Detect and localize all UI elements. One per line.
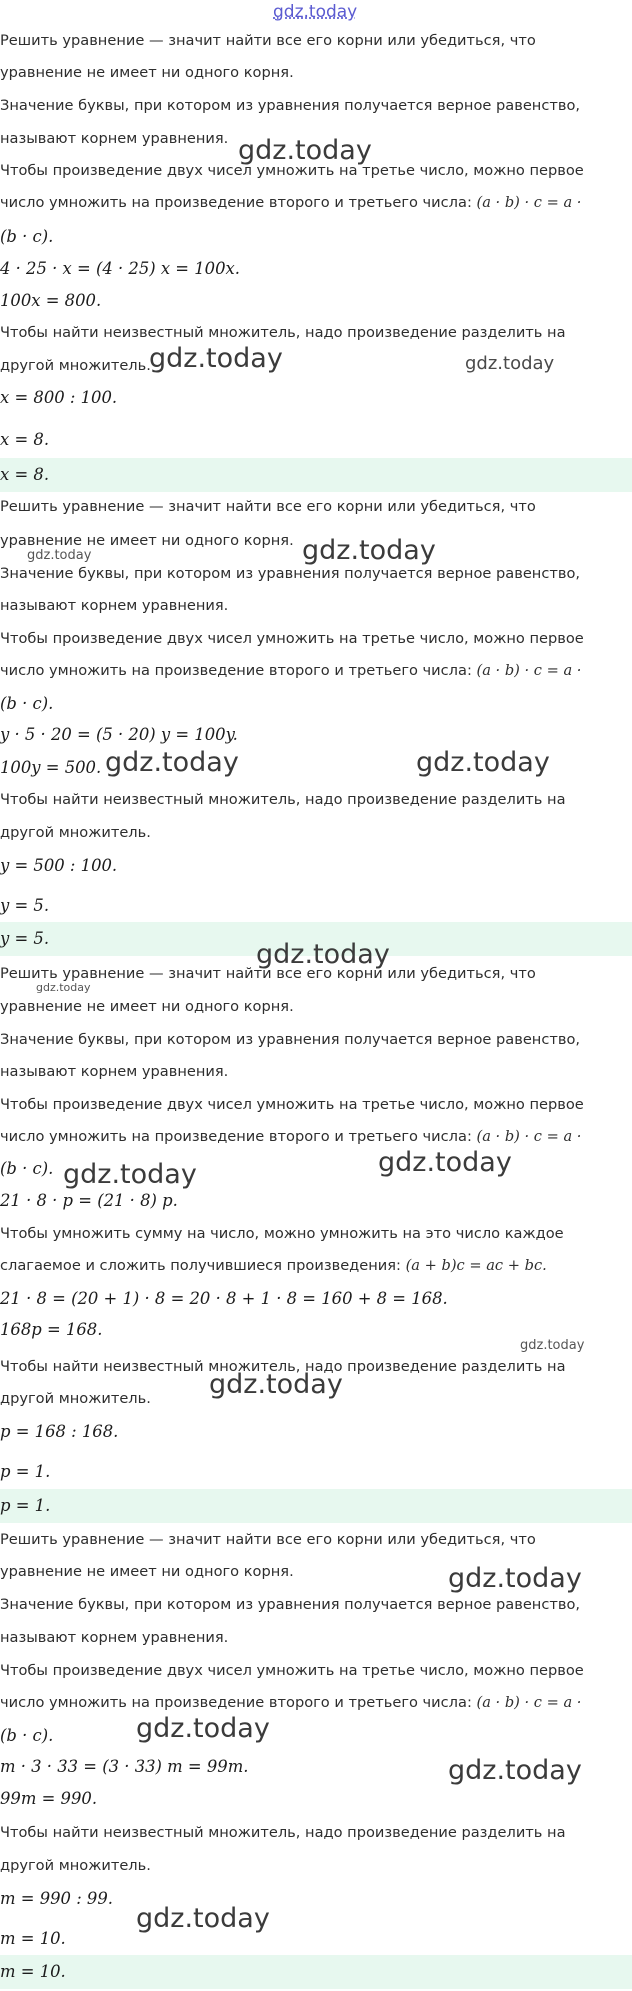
solution-step: p = 168 : 168.: [0, 1422, 119, 1441]
definition-text: Решить уравнение — значит найти все его корни или убедиться, что: [0, 498, 536, 515]
rule-text-part: число умножить на произведение второго и третьего числа:: [0, 662, 472, 679]
watermark-text: gdz.today: [63, 1159, 197, 1190]
solution-step: 21 · 8 · p = (21 · 8) p.: [0, 1191, 178, 1210]
watermark-text: gdz.today: [149, 343, 283, 374]
definition-text: Решить уравнение — значит найти все его корни или убедиться, что: [0, 1531, 536, 1548]
rule-text: Чтобы найти неизвестный множитель, надо произведение разделить на: [0, 791, 566, 808]
watermark-text: gdz.today: [416, 747, 550, 778]
definition-text: Значение буквы, при котором из уравнения получается верное равенство,: [0, 565, 581, 582]
rule-text: другой множитель.: [0, 357, 151, 374]
rule-text-part: слагаемое и сложить получившиеся произведения:: [0, 1257, 401, 1274]
solution-step: x = 800 : 100.: [0, 388, 118, 407]
watermark-text: gdz.today: [105, 747, 239, 778]
rule-text: [0, 193, 581, 213]
rule-text: [0, 1693, 581, 1713]
watermark-text: gdz.today: [465, 353, 555, 374]
solution-step: p = 1.: [0, 1462, 51, 1481]
answer-line: p = 1.: [0, 1496, 51, 1515]
solution-step: m · 3 · 33 = (3 · 33) m = 99m.: [0, 1757, 249, 1776]
watermark-text: gdz.today: [136, 1903, 270, 1934]
solution-step: y · 5 · 20 = (5 · 20) y = 100y.: [0, 725, 238, 744]
rule-text-part: число умножить на произведение второго и третьего числа:: [0, 1694, 472, 1711]
watermark-text: gdz.today: [448, 1563, 582, 1594]
watermark-text: gdz.today: [36, 981, 91, 994]
definition-text: уравнение не имеет ни одного корня.: [0, 532, 294, 549]
solution-step: y = 5.: [0, 896, 50, 915]
header-watermark-link[interactable]: gdz.today: [273, 2, 358, 22]
watermark-text: gdz.today: [256, 939, 390, 970]
rule-text: Чтобы найти неизвестный множитель, надо произведение разделить на: [0, 1824, 566, 1841]
solution-step: y = 500 : 100.: [0, 856, 118, 875]
rule-formula-continued: (b · c).: [0, 1159, 54, 1178]
rule-formula: (a + b)c = ac + bc.: [405, 1257, 547, 1274]
rule-text-part: число умножить на произведение второго и третьего числа:: [0, 1128, 472, 1145]
watermark-text: gdz.today: [302, 535, 436, 566]
answer-highlight: [0, 1489, 632, 1523]
answer-line: m = 10.: [0, 1962, 66, 1981]
rule-text: Чтобы произведение двух чисел умножить на третье число, можно первое: [0, 1096, 584, 1113]
solution-step: 21 · 8 = (20 + 1) · 8 = 20 · 8 + 1 · 8 = 160 + 8 = 168.: [0, 1289, 448, 1308]
rule-text: Чтобы умножить сумму на число, можно умножить на это число каждое: [0, 1225, 564, 1242]
rule-text: Чтобы найти неизвестный множитель, надо произведение разделить на: [0, 324, 566, 341]
rule-formula-continued: (b · c).: [0, 694, 54, 713]
definition-text: называют корнем уравнения.: [0, 597, 229, 614]
rule-text: Чтобы произведение двух чисел умножить на третье число, можно первое: [0, 630, 584, 647]
solution-step: m = 10.: [0, 1929, 66, 1948]
solution-step: 168p = 168.: [0, 1320, 103, 1339]
watermark-text: gdz.today: [209, 1369, 343, 1400]
definition-text: Значение буквы, при котором из уравнения получается верное равенство,: [0, 1596, 581, 1613]
watermark-text: gdz.today: [520, 1338, 585, 1353]
rule-text: другой множитель.: [0, 824, 151, 841]
definition-text: Решить уравнение — значит найти все его корни или убедиться, что: [0, 965, 536, 982]
rule-text-part: число умножить на произведение второго и третьего числа:: [0, 194, 472, 211]
rule-formula: (a · b) · c = a ·: [476, 1128, 582, 1145]
solution-step: m = 990 : 99.: [0, 1889, 113, 1908]
rule-formula: (a · b) · c = a ·: [476, 194, 582, 211]
watermark-text: gdz.today: [27, 548, 92, 563]
rule-formula-continued: (b · c).: [0, 227, 54, 246]
rule-formula: (a · b) · c = a ·: [476, 662, 582, 679]
answer-highlight: [0, 1955, 632, 1989]
rule-text: Чтобы произведение двух чисел умножить на третье число, можно первое: [0, 162, 584, 179]
solution-step: 99m = 990.: [0, 1789, 98, 1808]
watermark-text: gdz.today: [448, 1755, 582, 1786]
definition-text: уравнение не имеет ни одного корня.: [0, 64, 294, 81]
answer-line: x = 8.: [0, 465, 50, 484]
rule-text: [0, 1127, 581, 1147]
definition-text: называют корнем уравнения.: [0, 1629, 229, 1646]
definition-text: называют корнем уравнения.: [0, 1063, 229, 1080]
rule-formula-continued: (b · c).: [0, 1726, 54, 1745]
solution-step: 100x = 800.: [0, 291, 102, 310]
definition-text: называют корнем уравнения.: [0, 130, 229, 147]
rule-text: Чтобы произведение двух чисел умножить на третье число, можно первое: [0, 1662, 584, 1679]
rule-text: [0, 1256, 547, 1276]
answer-line: y = 5.: [0, 929, 50, 948]
watermark-text: gdz.today: [238, 135, 372, 166]
rule-text: другой множитель.: [0, 1390, 151, 1407]
solution-step: x = 8.: [0, 430, 50, 449]
rule-text: другой множитель.: [0, 1857, 151, 1874]
watermark-text: gdz.today: [136, 1713, 270, 1744]
solution-step: 100y = 500.: [0, 758, 102, 777]
definition-text: Значение буквы, при котором из уравнения получается верное равенство,: [0, 1031, 581, 1048]
definition-text: Решить уравнение — значит найти все его корни или убедиться, что: [0, 32, 536, 49]
definition-text: уравнение не имеет ни одного корня.: [0, 998, 294, 1015]
rule-text: [0, 661, 581, 681]
solution-step: 4 · 25 · x = (4 · 25) x = 100x.: [0, 259, 240, 278]
rule-text: Чтобы найти неизвестный множитель, надо произведение разделить на: [0, 1358, 566, 1375]
rule-formula: (a · b) · c = a ·: [476, 1694, 582, 1711]
definition-text: Значение буквы, при котором из уравнения получается верное равенство,: [0, 97, 581, 114]
answer-highlight: [0, 458, 632, 492]
definition-text: уравнение не имеет ни одного корня.: [0, 1563, 294, 1580]
watermark-text: gdz.today: [378, 1147, 512, 1178]
